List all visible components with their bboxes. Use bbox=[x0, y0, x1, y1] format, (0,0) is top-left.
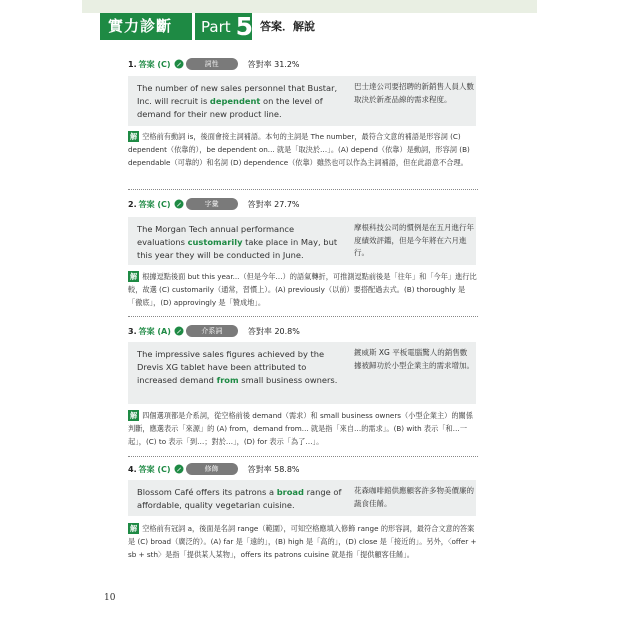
question-box bbox=[128, 76, 476, 126]
accuracy-rate: 答對率 27.7% bbox=[247, 199, 300, 209]
question-sentence: The number of new sales personnel that Bustar, Inc. will recruit is dependent on the level of demand for their new product line. bbox=[137, 83, 338, 119]
question-sentence: The Morgan Tech annual performance evaluations customarily take place in May, but this year they will be conducted in June. bbox=[137, 224, 338, 260]
answer-word: customarily bbox=[187, 237, 243, 247]
answer-word: broad bbox=[276, 487, 304, 497]
part-number: 5 bbox=[235, 12, 254, 41]
answer-label: 答案 (C) bbox=[138, 464, 171, 474]
question-header bbox=[128, 58, 300, 70]
pencil-icon bbox=[174, 464, 184, 474]
translation: 摩根科技公司的慣例是在五月進行年度績效評鑑，但是今年將在六月進行。 bbox=[354, 223, 474, 257]
category-tag: 介系詞 bbox=[186, 325, 238, 337]
divider bbox=[128, 189, 478, 190]
explanation: 解 空格前有冠詞 a，後面是名詞 range（範圍），可知空格應填入修飾 range 的形容詞，最符合文意的答案是 (C) broad（廣泛的）。(A) far 是「遠的」，(B) high 是「高的」，(D) close 是「接近的」。另外，〈offer + sb + sth〉是指「提供某人某物」，offers its patrons cuisine 就是指「提供顧客佳餚」。 bbox=[128, 524, 477, 559]
translation: 巴士達公司要招聘的新銷售人員人數取決於新產品線的需求程度。 bbox=[354, 82, 474, 104]
page-number: 10 bbox=[104, 593, 116, 603]
question-number: 1. bbox=[128, 59, 137, 69]
category-tag: 詞性 bbox=[186, 58, 238, 70]
question-box bbox=[128, 217, 476, 265]
question-number: 3. bbox=[128, 326, 137, 336]
explanation: 解 根據逗點後面 but this year...（但是今年…）的語氣轉折，可推測逗點前後是「往年」和「今年」進行比較，故選 (C) customarily（通常，習慣上）。(A) previously（以前）要搭配過去式。(B) thoroughly 是「徹底」，(D) approvingly 是「贊成地」。 bbox=[128, 272, 477, 307]
question-sentence: The impressive sales figures achieved by the Drevis XG tablet have been attributed to increased demand from small business owners. bbox=[137, 349, 338, 385]
question-box bbox=[128, 480, 476, 516]
accuracy-rate: 答對率 58.8% bbox=[247, 464, 300, 474]
section-header bbox=[100, 13, 315, 40]
pencil-icon bbox=[174, 59, 184, 69]
section-title: 實力診斷 bbox=[100, 13, 192, 40]
answer-word: from bbox=[216, 375, 239, 385]
answer-label: 答案 (C) bbox=[138, 59, 171, 69]
category-tag: 修飾 bbox=[186, 463, 238, 475]
answer-label: 答案 (A) bbox=[138, 326, 171, 336]
explain-marker: 解 bbox=[130, 132, 138, 141]
answer-label: 答案 (C) bbox=[138, 199, 171, 209]
pencil-icon bbox=[174, 326, 184, 336]
explanation: 解 四個選項都是介系詞，從空格前後 demand（需求）和 small business owners（小型企業主）的關係判斷，應選表示「來源」的 (A) from，demand from... 就是指「來自…的需求」。(B) with 表示「和…一起」，(C) to 表示「到…；對於…」，(D) for 表示「為了…」。 bbox=[128, 411, 473, 446]
answer-word: dependent bbox=[209, 96, 261, 106]
category-tag: 字彙 bbox=[186, 198, 238, 210]
accuracy-rate: 答對率 31.2% bbox=[247, 59, 300, 69]
explain-marker: 解 bbox=[130, 524, 138, 533]
accuracy-rate: 答對率 20.8% bbox=[247, 326, 300, 336]
part-label: Part bbox=[201, 17, 231, 36]
divider bbox=[128, 456, 478, 457]
pencil-icon bbox=[174, 199, 184, 209]
part-badge bbox=[192, 13, 252, 40]
explanation: 解 空格前有動詞 is，後面會接主詞補語。本句的主詞是 The number，最符合文意的補語是形容詞 (C) dependent（依靠的），be dependent on... 就是「取決於…」。(A) depend（依靠）是動詞，形容詞 (B) dependable（可靠的）和名詞 (D) dependence（依靠）雖然也可以作為主詞補語，但在此語意不合理。 bbox=[128, 132, 470, 167]
question-number: 4. bbox=[128, 464, 137, 474]
question-header bbox=[128, 463, 300, 475]
question-box bbox=[128, 342, 476, 404]
question-number: 2. bbox=[128, 199, 137, 209]
translation: 鍍威斯 XG 平板電腦驚人的銷售數據被歸功於小型企業主的需求增加。 bbox=[354, 348, 474, 370]
translation: 花森咖啡館供應顧客許多物美價廉的蔬食佳餚。 bbox=[354, 486, 474, 508]
question-header bbox=[128, 198, 300, 210]
page-title: 答案．解說 bbox=[260, 20, 315, 33]
question-sentence: Blossom Café offers its patrons a broad range of affordable, quality vegetarian cuisine. bbox=[137, 487, 342, 510]
divider bbox=[128, 316, 478, 317]
top-band bbox=[82, 0, 537, 13]
explain-marker: 解 bbox=[130, 272, 138, 281]
explain-marker: 解 bbox=[130, 411, 138, 420]
question-header bbox=[128, 325, 300, 337]
